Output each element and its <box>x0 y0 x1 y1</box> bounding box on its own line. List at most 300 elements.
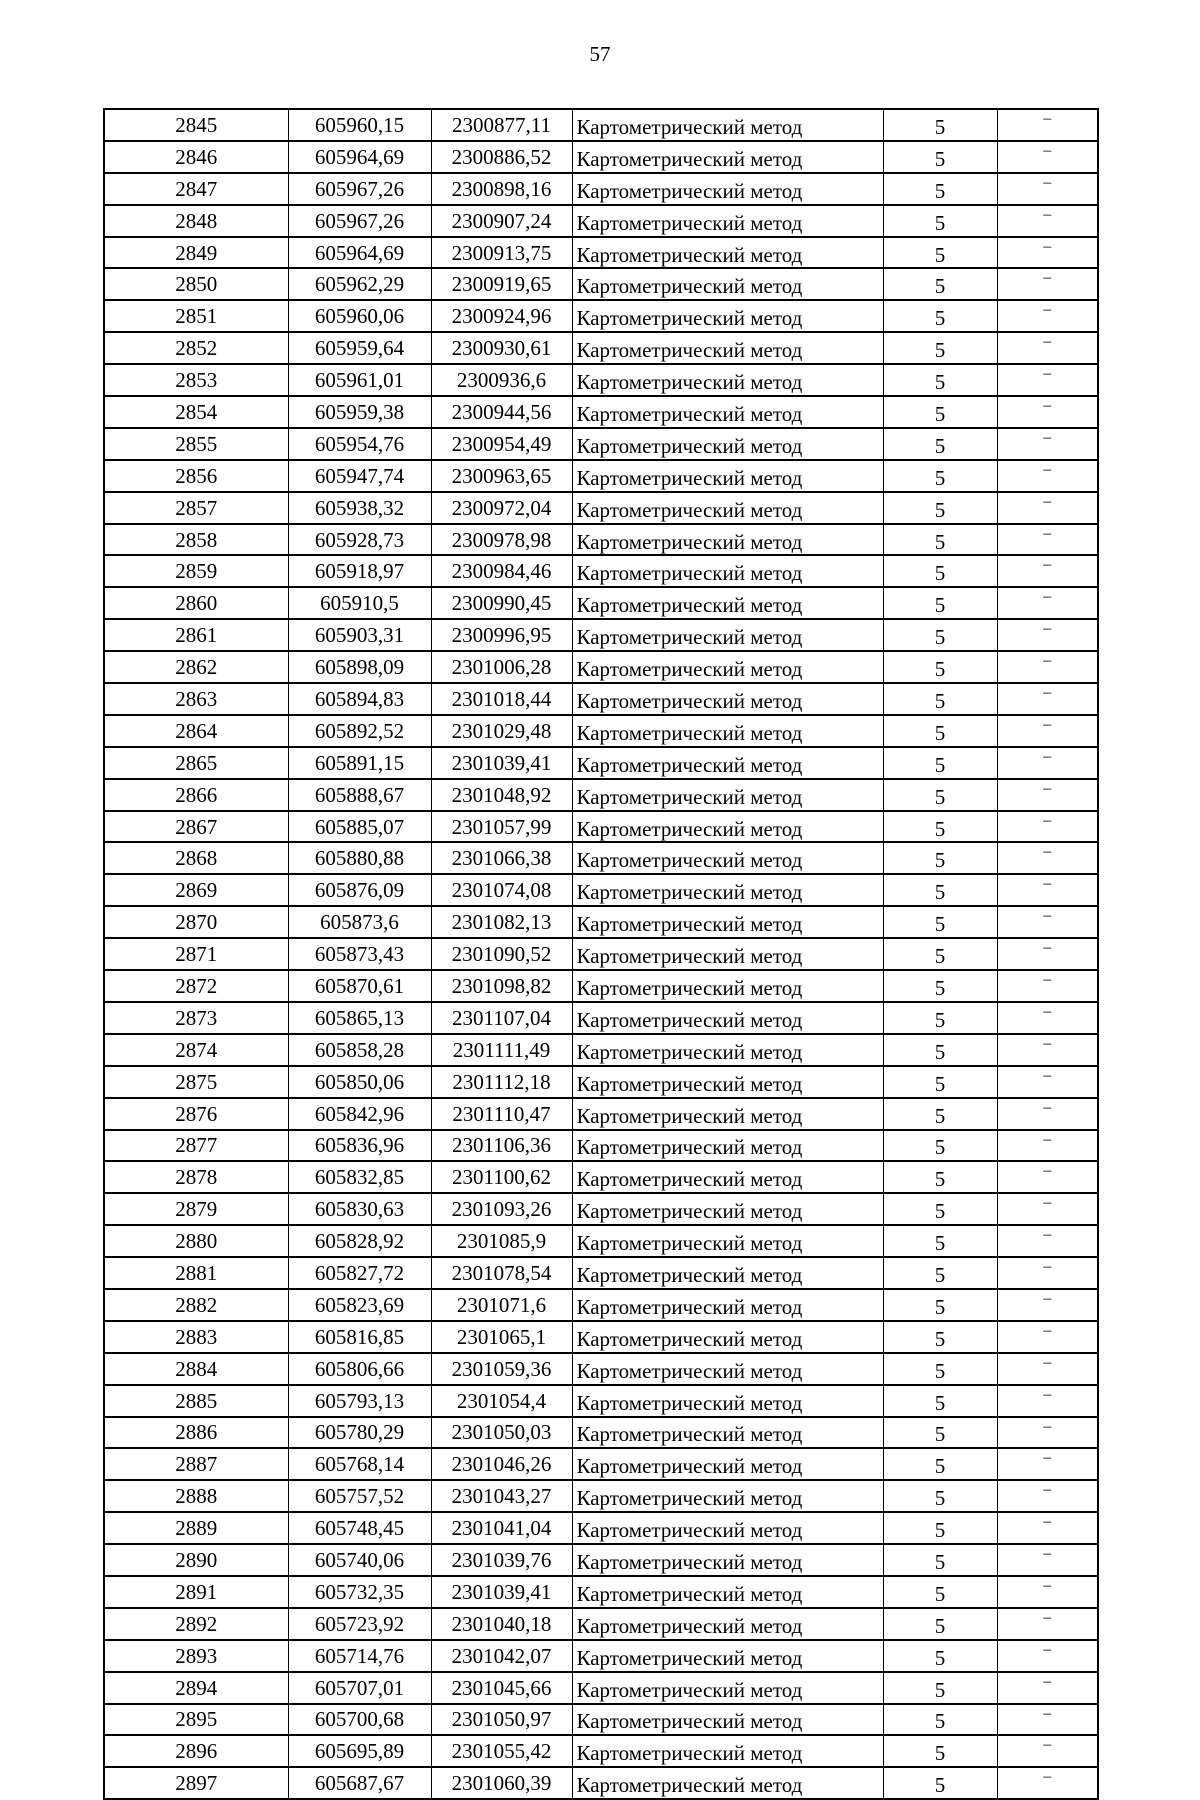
note-cell: – <box>997 300 1098 332</box>
y-coordinate-cell: 2300919,65 <box>431 268 572 300</box>
note-cell: – <box>997 715 1098 747</box>
x-coordinate-cell: 605873,43 <box>288 938 431 970</box>
table-row <box>104 970 1098 1002</box>
y-coordinate-cell: 2301048,92 <box>431 779 572 811</box>
note-cell: – <box>997 1735 1098 1767</box>
note-cell: – <box>997 1576 1098 1608</box>
point-number-cell: 2876 <box>104 1098 288 1130</box>
accuracy-cell: 5 <box>883 1321 997 1353</box>
y-coordinate-cell: 2300936,6 <box>431 364 572 396</box>
point-number-cell: 2853 <box>104 364 288 396</box>
accuracy-cell: 5 <box>883 619 997 651</box>
note-cell: – <box>997 332 1098 364</box>
accuracy-cell: 5 <box>883 1417 997 1449</box>
note-cell: – <box>997 1385 1098 1417</box>
y-coordinate-cell: 2301055,42 <box>431 1735 572 1767</box>
note-cell: – <box>997 268 1098 300</box>
method-cell: Картометрический метод <box>572 1608 883 1640</box>
method-cell: Картометрический метод <box>572 1735 883 1767</box>
x-coordinate-cell: 605918,97 <box>288 555 431 587</box>
point-number-cell: 2895 <box>104 1704 288 1736</box>
table-row <box>104 587 1098 619</box>
note-cell: – <box>997 906 1098 938</box>
x-coordinate-cell: 605842,96 <box>288 1098 431 1130</box>
table-row <box>104 1161 1098 1193</box>
point-number-cell: 2866 <box>104 779 288 811</box>
accuracy-cell: 5 <box>883 364 997 396</box>
y-coordinate-cell: 2300996,95 <box>431 619 572 651</box>
table-row <box>104 141 1098 173</box>
x-coordinate-cell: 605928,73 <box>288 524 431 556</box>
accuracy-cell: 5 <box>883 205 997 237</box>
accuracy-cell: 5 <box>883 811 997 843</box>
accuracy-cell: 5 <box>883 1385 997 1417</box>
note-cell: – <box>997 1321 1098 1353</box>
y-coordinate-cell: 2300886,52 <box>431 141 572 173</box>
point-number-cell: 2852 <box>104 332 288 364</box>
x-coordinate-cell: 605740,06 <box>288 1544 431 1576</box>
accuracy-cell: 5 <box>883 1672 997 1704</box>
note-cell: – <box>997 364 1098 396</box>
table-row <box>104 364 1098 396</box>
accuracy-cell: 5 <box>883 1767 997 1799</box>
note-cell: – <box>997 1353 1098 1385</box>
point-number-cell: 2859 <box>104 555 288 587</box>
y-coordinate-cell: 2301078,54 <box>431 1257 572 1289</box>
y-coordinate-cell: 2301054,4 <box>431 1385 572 1417</box>
note-cell: – <box>997 173 1098 205</box>
x-coordinate-cell: 605967,26 <box>288 173 431 205</box>
x-coordinate-cell: 605961,01 <box>288 364 431 396</box>
table-row <box>104 1257 1098 1289</box>
point-number-cell: 2884 <box>104 1353 288 1385</box>
point-number-cell: 2882 <box>104 1289 288 1321</box>
point-number-cell: 2889 <box>104 1512 288 1544</box>
table-row <box>104 1225 1098 1257</box>
y-coordinate-cell: 2301029,48 <box>431 715 572 747</box>
x-coordinate-cell: 605768,14 <box>288 1448 431 1480</box>
point-number-cell: 2864 <box>104 715 288 747</box>
accuracy-cell: 5 <box>883 906 997 938</box>
x-coordinate-cell: 605964,69 <box>288 141 431 173</box>
y-coordinate-cell: 2301112,18 <box>431 1066 572 1098</box>
method-cell: Картометрический метод <box>572 173 883 205</box>
accuracy-cell: 5 <box>883 1576 997 1608</box>
method-cell: Картометрический метод <box>572 460 883 492</box>
accuracy-cell: 5 <box>883 524 997 556</box>
method-cell: Картометрический метод <box>572 332 883 364</box>
accuracy-cell: 5 <box>883 938 997 970</box>
x-coordinate-cell: 605885,07 <box>288 811 431 843</box>
y-coordinate-cell: 2300898,16 <box>431 173 572 205</box>
point-number-cell: 2851 <box>104 300 288 332</box>
note-cell: – <box>997 396 1098 428</box>
method-cell: Картометрический метод <box>572 364 883 396</box>
method-cell: Картометрический метод <box>572 428 883 460</box>
method-cell: Картометрический метод <box>572 842 883 874</box>
x-coordinate-cell: 605947,74 <box>288 460 431 492</box>
method-cell: Картометрический метод <box>572 492 883 524</box>
table-row <box>104 1289 1098 1321</box>
table-row <box>104 1608 1098 1640</box>
note-cell: – <box>997 587 1098 619</box>
x-coordinate-cell: 605964,69 <box>288 237 431 269</box>
accuracy-cell: 5 <box>883 173 997 205</box>
point-number-cell: 2857 <box>104 492 288 524</box>
x-coordinate-cell: 605780,29 <box>288 1417 431 1449</box>
accuracy-cell: 5 <box>883 1161 997 1193</box>
point-number-cell: 2863 <box>104 683 288 715</box>
table-row <box>104 1321 1098 1353</box>
y-coordinate-cell: 2301065,1 <box>431 1321 572 1353</box>
table-row <box>104 1385 1098 1417</box>
method-cell: Картометрический метод <box>572 268 883 300</box>
x-coordinate-cell: 605960,06 <box>288 300 431 332</box>
y-coordinate-cell: 2300877,11 <box>431 109 572 141</box>
accuracy-cell: 5 <box>883 874 997 906</box>
note-cell: – <box>997 683 1098 715</box>
method-cell: Картометрический метод <box>572 1002 883 1034</box>
y-coordinate-cell: 2301045,66 <box>431 1672 572 1704</box>
table-row <box>104 683 1098 715</box>
y-coordinate-cell: 2300972,04 <box>431 492 572 524</box>
x-coordinate-cell: 605828,92 <box>288 1225 431 1257</box>
note-cell: – <box>997 1257 1098 1289</box>
y-coordinate-cell: 2301040,18 <box>431 1608 572 1640</box>
x-coordinate-cell: 605888,67 <box>288 779 431 811</box>
method-cell: Картометрический метод <box>572 970 883 1002</box>
point-number-cell: 2869 <box>104 874 288 906</box>
x-coordinate-cell: 605832,85 <box>288 1161 431 1193</box>
table-row <box>104 938 1098 970</box>
method-cell: Картометрический метод <box>572 874 883 906</box>
accuracy-cell: 5 <box>883 555 997 587</box>
table-row <box>104 1130 1098 1162</box>
table-row <box>104 460 1098 492</box>
point-number-cell: 2874 <box>104 1034 288 1066</box>
y-coordinate-cell: 2300924,96 <box>431 300 572 332</box>
table-row <box>104 300 1098 332</box>
point-number-cell: 2850 <box>104 268 288 300</box>
point-number-cell: 2873 <box>104 1002 288 1034</box>
table-row <box>104 396 1098 428</box>
point-number-cell: 2879 <box>104 1193 288 1225</box>
y-coordinate-cell: 2301111,49 <box>431 1034 572 1066</box>
table-row <box>104 1767 1098 1799</box>
table-row <box>104 555 1098 587</box>
x-coordinate-cell: 605830,63 <box>288 1193 431 1225</box>
table-row <box>104 906 1098 938</box>
method-cell: Картометрический метод <box>572 811 883 843</box>
x-coordinate-cell: 605850,06 <box>288 1066 431 1098</box>
method-cell: Картометрический метод <box>572 1321 883 1353</box>
point-number-cell: 2890 <box>104 1544 288 1576</box>
point-number-cell: 2868 <box>104 842 288 874</box>
x-coordinate-cell: 605962,29 <box>288 268 431 300</box>
table-row <box>104 268 1098 300</box>
accuracy-cell: 5 <box>883 1130 997 1162</box>
accuracy-cell: 5 <box>883 1544 997 1576</box>
note-cell: – <box>997 1704 1098 1736</box>
page-number: 57 <box>589 42 611 66</box>
accuracy-cell: 5 <box>883 1066 997 1098</box>
accuracy-cell: 5 <box>883 1098 997 1130</box>
table-row <box>104 524 1098 556</box>
accuracy-cell: 5 <box>883 842 997 874</box>
x-coordinate-cell: 605707,01 <box>288 1672 431 1704</box>
x-coordinate-cell: 605892,52 <box>288 715 431 747</box>
method-cell: Картометрический метод <box>572 1576 883 1608</box>
table-row <box>104 1512 1098 1544</box>
accuracy-cell: 5 <box>883 1002 997 1034</box>
point-number-cell: 2861 <box>104 619 288 651</box>
point-number-cell: 2891 <box>104 1576 288 1608</box>
table-row <box>104 1576 1098 1608</box>
note-cell: – <box>997 811 1098 843</box>
point-number-cell: 2881 <box>104 1257 288 1289</box>
x-coordinate-cell: 605806,66 <box>288 1353 431 1385</box>
method-cell: Картометрический метод <box>572 1417 883 1449</box>
note-cell: – <box>997 1193 1098 1225</box>
note-cell: – <box>997 1767 1098 1799</box>
accuracy-cell: 5 <box>883 1480 997 1512</box>
y-coordinate-cell: 2301043,27 <box>431 1480 572 1512</box>
accuracy-cell: 5 <box>883 460 997 492</box>
x-coordinate-cell: 605723,92 <box>288 1608 431 1640</box>
table-row <box>104 1002 1098 1034</box>
method-cell: Картометрический метод <box>572 396 883 428</box>
accuracy-cell: 5 <box>883 1704 997 1736</box>
table-row <box>104 1098 1098 1130</box>
y-coordinate-cell: 2300913,75 <box>431 237 572 269</box>
note-cell: – <box>997 970 1098 1002</box>
y-coordinate-cell: 2301006,28 <box>431 651 572 683</box>
y-coordinate-cell: 2301071,6 <box>431 1289 572 1321</box>
point-number-cell: 2877 <box>104 1130 288 1162</box>
x-coordinate-cell: 605938,32 <box>288 492 431 524</box>
table-row <box>104 1640 1098 1672</box>
y-coordinate-cell: 2301039,41 <box>431 747 572 779</box>
y-coordinate-cell: 2301057,99 <box>431 811 572 843</box>
point-number-cell: 2848 <box>104 205 288 237</box>
method-cell: Картометрический метод <box>572 1353 883 1385</box>
y-coordinate-cell: 2300984,46 <box>431 555 572 587</box>
method-cell: Картометрический метод <box>572 779 883 811</box>
note-cell: – <box>997 1672 1098 1704</box>
accuracy-cell: 5 <box>883 779 997 811</box>
y-coordinate-cell: 2300944,56 <box>431 396 572 428</box>
note-cell: – <box>997 141 1098 173</box>
table-row <box>104 842 1098 874</box>
coordinates-table <box>103 108 1099 1800</box>
x-coordinate-cell: 605959,38 <box>288 396 431 428</box>
accuracy-cell: 5 <box>883 683 997 715</box>
method-cell: Картометрический метод <box>572 938 883 970</box>
point-number-cell: 2849 <box>104 237 288 269</box>
method-cell: Картометрический метод <box>572 1544 883 1576</box>
accuracy-cell: 5 <box>883 109 997 141</box>
method-cell: Картометрический метод <box>572 1704 883 1736</box>
accuracy-cell: 5 <box>883 1353 997 1385</box>
method-cell: Картометрический метод <box>572 300 883 332</box>
table-row <box>104 1193 1098 1225</box>
point-number-cell: 2878 <box>104 1161 288 1193</box>
y-coordinate-cell: 2301042,07 <box>431 1640 572 1672</box>
y-coordinate-cell: 2300907,24 <box>431 205 572 237</box>
note-cell: – <box>997 428 1098 460</box>
note-cell: – <box>997 1480 1098 1512</box>
method-cell: Картометрический метод <box>572 906 883 938</box>
point-number-cell: 2846 <box>104 141 288 173</box>
point-number-cell: 2880 <box>104 1225 288 1257</box>
accuracy-cell: 5 <box>883 1608 997 1640</box>
method-cell: Картометрический метод <box>572 1193 883 1225</box>
note-cell: – <box>997 779 1098 811</box>
method-cell: Картометрический метод <box>572 1767 883 1799</box>
note-cell: – <box>997 1448 1098 1480</box>
x-coordinate-cell: 605748,45 <box>288 1512 431 1544</box>
method-cell: Картометрический метод <box>572 651 883 683</box>
x-coordinate-cell: 605954,76 <box>288 428 431 460</box>
y-coordinate-cell: 2301085,9 <box>431 1225 572 1257</box>
y-coordinate-cell: 2300963,65 <box>431 460 572 492</box>
y-coordinate-cell: 2301110,47 <box>431 1098 572 1130</box>
note-cell: – <box>997 619 1098 651</box>
point-number-cell: 2856 <box>104 460 288 492</box>
y-coordinate-cell: 2300930,61 <box>431 332 572 364</box>
method-cell: Картометрический метод <box>572 1672 883 1704</box>
table-row <box>104 811 1098 843</box>
method-cell: Картометрический метод <box>572 1640 883 1672</box>
table-row <box>104 1544 1098 1576</box>
y-coordinate-cell: 2301106,36 <box>431 1130 572 1162</box>
table-row <box>104 1417 1098 1449</box>
x-coordinate-cell: 605793,13 <box>288 1385 431 1417</box>
method-cell: Картометрический метод <box>572 1385 883 1417</box>
method-cell: Картометрический метод <box>572 1161 883 1193</box>
note-cell: – <box>997 1225 1098 1257</box>
point-number-cell: 2867 <box>104 811 288 843</box>
method-cell: Картометрический метод <box>572 619 883 651</box>
x-coordinate-cell: 605876,09 <box>288 874 431 906</box>
method-cell: Картометрический метод <box>572 1257 883 1289</box>
x-coordinate-cell: 605891,15 <box>288 747 431 779</box>
x-coordinate-cell: 605873,6 <box>288 906 431 938</box>
table-row <box>104 1480 1098 1512</box>
note-cell: – <box>997 1417 1098 1449</box>
table-row <box>104 492 1098 524</box>
accuracy-cell: 5 <box>883 1640 997 1672</box>
y-coordinate-cell: 2301082,13 <box>431 906 572 938</box>
note-cell: – <box>997 1608 1098 1640</box>
y-coordinate-cell: 2301050,97 <box>431 1704 572 1736</box>
y-coordinate-cell: 2301098,82 <box>431 970 572 1002</box>
table-row <box>104 173 1098 205</box>
note-cell: – <box>997 1640 1098 1672</box>
note-cell: – <box>997 842 1098 874</box>
x-coordinate-cell: 605757,52 <box>288 1480 431 1512</box>
x-coordinate-cell: 605959,64 <box>288 332 431 364</box>
table-row <box>104 1066 1098 1098</box>
accuracy-cell: 5 <box>883 1257 997 1289</box>
method-cell: Картометрический метод <box>572 683 883 715</box>
x-coordinate-cell: 605960,15 <box>288 109 431 141</box>
table-row <box>104 1735 1098 1767</box>
accuracy-cell: 5 <box>883 1512 997 1544</box>
table-row <box>104 332 1098 364</box>
y-coordinate-cell: 2300990,45 <box>431 587 572 619</box>
method-cell: Картометрический метод <box>572 237 883 269</box>
method-cell: Картометрический метод <box>572 1512 883 1544</box>
y-coordinate-cell: 2301059,36 <box>431 1353 572 1385</box>
method-cell: Картометрический метод <box>572 109 883 141</box>
accuracy-cell: 5 <box>883 970 997 1002</box>
table-row <box>104 205 1098 237</box>
point-number-cell: 2854 <box>104 396 288 428</box>
y-coordinate-cell: 2301066,38 <box>431 842 572 874</box>
method-cell: Картометрический метод <box>572 1480 883 1512</box>
accuracy-cell: 5 <box>883 1034 997 1066</box>
x-coordinate-cell: 605827,72 <box>288 1257 431 1289</box>
point-number-cell: 2894 <box>104 1672 288 1704</box>
note-cell: – <box>997 492 1098 524</box>
accuracy-cell: 5 <box>883 747 997 779</box>
point-number-cell: 2855 <box>104 428 288 460</box>
point-number-cell: 2865 <box>104 747 288 779</box>
method-cell: Картометрический метод <box>572 1066 883 1098</box>
point-number-cell: 2893 <box>104 1640 288 1672</box>
accuracy-cell: 5 <box>883 300 997 332</box>
note-cell: – <box>997 524 1098 556</box>
y-coordinate-cell: 2301060,39 <box>431 1767 572 1799</box>
point-number-cell: 2885 <box>104 1385 288 1417</box>
accuracy-cell: 5 <box>883 268 997 300</box>
note-cell: – <box>997 938 1098 970</box>
x-coordinate-cell: 605700,68 <box>288 1704 431 1736</box>
table-row <box>104 715 1098 747</box>
method-cell: Картометрический метод <box>572 747 883 779</box>
table-row <box>104 237 1098 269</box>
note-cell: – <box>997 1066 1098 1098</box>
note-cell: – <box>997 747 1098 779</box>
x-coordinate-cell: 605732,35 <box>288 1576 431 1608</box>
method-cell: Картометрический метод <box>572 205 883 237</box>
y-coordinate-cell: 2301041,04 <box>431 1512 572 1544</box>
accuracy-cell: 5 <box>883 1193 997 1225</box>
note-cell: – <box>997 1512 1098 1544</box>
table-row <box>104 1353 1098 1385</box>
y-coordinate-cell: 2301100,62 <box>431 1161 572 1193</box>
note-cell: – <box>997 460 1098 492</box>
table-row <box>104 1448 1098 1480</box>
x-coordinate-cell: 605695,89 <box>288 1735 431 1767</box>
table-row <box>104 1704 1098 1736</box>
y-coordinate-cell: 2301039,41 <box>431 1576 572 1608</box>
note-cell: – <box>997 874 1098 906</box>
point-number-cell: 2886 <box>104 1417 288 1449</box>
note-cell: – <box>997 1130 1098 1162</box>
x-coordinate-cell: 605858,28 <box>288 1034 431 1066</box>
accuracy-cell: 5 <box>883 587 997 619</box>
y-coordinate-cell: 2301050,03 <box>431 1417 572 1449</box>
method-cell: Картометрический метод <box>572 524 883 556</box>
accuracy-cell: 5 <box>883 715 997 747</box>
method-cell: Картометрический метод <box>572 141 883 173</box>
method-cell: Картометрический метод <box>572 587 883 619</box>
accuracy-cell: 5 <box>883 651 997 683</box>
x-coordinate-cell: 605894,83 <box>288 683 431 715</box>
method-cell: Картометрический метод <box>572 715 883 747</box>
